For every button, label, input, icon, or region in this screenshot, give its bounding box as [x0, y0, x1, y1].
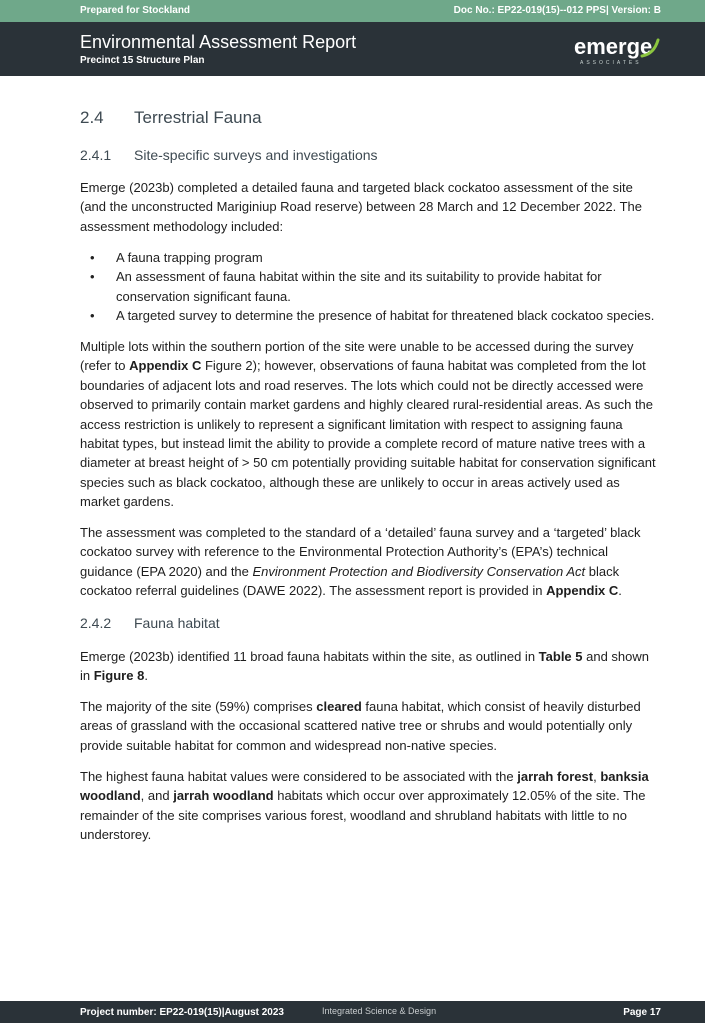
subsection-heading-surveys [80, 147, 378, 163]
methodology-list [80, 248, 660, 326]
report-subtitle: Precinct 15 Structure Plan [80, 55, 205, 66]
logo-subtext: ASSOCIATES [580, 60, 642, 66]
footer-tagline: Integrated Science & Design [322, 1006, 437, 1016]
subsection-title: Site-specific surveys and investigations [134, 147, 378, 163]
section-number: 2.4 [80, 108, 104, 127]
appendix-c-reference: Appendix C [129, 358, 202, 374]
paragraph-cleared-habitat: The majority of the site (59%) comprises cleared fauna habitat, which consist of heavily disturbed areas of grassland with the occasional scattered native tree or shrubs and would potentially only provide suitable habitat for common and widespread non-native species. [80, 699, 641, 753]
subsection-number: 2.4.2 [80, 615, 112, 631]
subsection-title: Fauna habitat [134, 615, 220, 631]
doc-number: Doc No.: EP22-019(15)--012 PPS| Version: B [453, 5, 661, 16]
project-number: Project number: EP22-019(15)|August 2023 [80, 1007, 284, 1018]
prepared-for: Prepared for Stockland [80, 5, 191, 16]
jarrah-woodland-term: jarrah woodland [173, 788, 274, 804]
top-bar [0, 0, 705, 22]
section-heading [80, 108, 262, 128]
list-item: • An assessment of fauna habitat within the site and its suitability to provide habitat for conservation significant fauna. [90, 269, 602, 304]
page-footer [0, 1001, 705, 1023]
subsection-number: 2.4.1 [80, 147, 112, 163]
paragraph-survey-intro: Emerge (2023b) completed a detailed fauna and targeted black cockatoo assessment of the site (and the unconstructed Mariginiup Road reserve) between 28 March and 12 December 2022. The assessment methodology included: [80, 180, 642, 234]
section-title: Terrestrial Fauna [134, 108, 262, 127]
paragraph-access-limitation: Multiple lots within the southern portion of the site were unable to be accessed during the survey (refer to Appendix C Figure 2); however, observations of fauna habitat was completed from the lot boundaries of adjacent lots and road reserves. The lots which could not be directly accessed were observed to primarily contain market gardens and highly cleared rural-residential areas. As such the access restriction is unlikely to represent a significant limitation with respect to assigning fauna habitat types, but instead limit the ability to provide a complete record of mature native trees with a diameter at breast height of > 50 cm potentially providing suitable habitat for conservation significant species such as black cockatoo, although these are unlikely to occur in areas actively used as market gardens. [80, 339, 656, 510]
act-title: Environment Protection and Biodiversity Conservation Act [252, 563, 586, 579]
emerge-logo [574, 34, 664, 64]
logo-text: emerge [574, 34, 653, 59]
cleared-term: cleared [316, 699, 362, 714]
report-title: Environmental Assessment Report [80, 32, 357, 52]
jarrah-forest-term: jarrah forest [517, 769, 594, 784]
paragraph-highest-values: The highest fauna habitat values were considered to be associated with the jarrah forest, banksia woodland, and jarrah woodland habitats which occur over approximately 12.05% of the site. The remainder of the site comprises various forest, woodland and shrubland habitats with little to no understorey. [80, 769, 649, 843]
paragraph-assessment-standard: The assessment was completed to the standard of a ‘detailed’ fauna survey and a ‘targeted’ black cockatoo survey with reference to the Environmental Protection Authority’s (EPA’s) technical guidance (EPA 2020) and the Environment Protection and Biodiversity Conservation Act black cockatoo referral guidelines (DAWE 2022). The assessment report is provided in Appendix C. [80, 525, 641, 599]
banksia-woodland-term: banksia woodland [80, 769, 649, 804]
paragraph-habitat-intro: Emerge (2023b) identified 11 broad fauna habitats within the site, as outlined in Table 5 and shown in Figure 8. [80, 649, 650, 684]
subsection-heading-habitat [80, 615, 220, 631]
list-item: • A fauna trapping program [90, 250, 263, 265]
appendix-c-reference: Appendix C [546, 583, 619, 599]
list-item: • A targeted survey to determine the presence of habitat for threatened black cockatoo species. [90, 308, 655, 324]
table-5-reference: Table 5 [538, 649, 583, 664]
page-number: Page 17 [623, 1007, 661, 1018]
logo-swoosh-icon [640, 34, 662, 60]
figure-8-reference: Figure 8 [93, 668, 145, 684]
report-header [0, 22, 705, 76]
